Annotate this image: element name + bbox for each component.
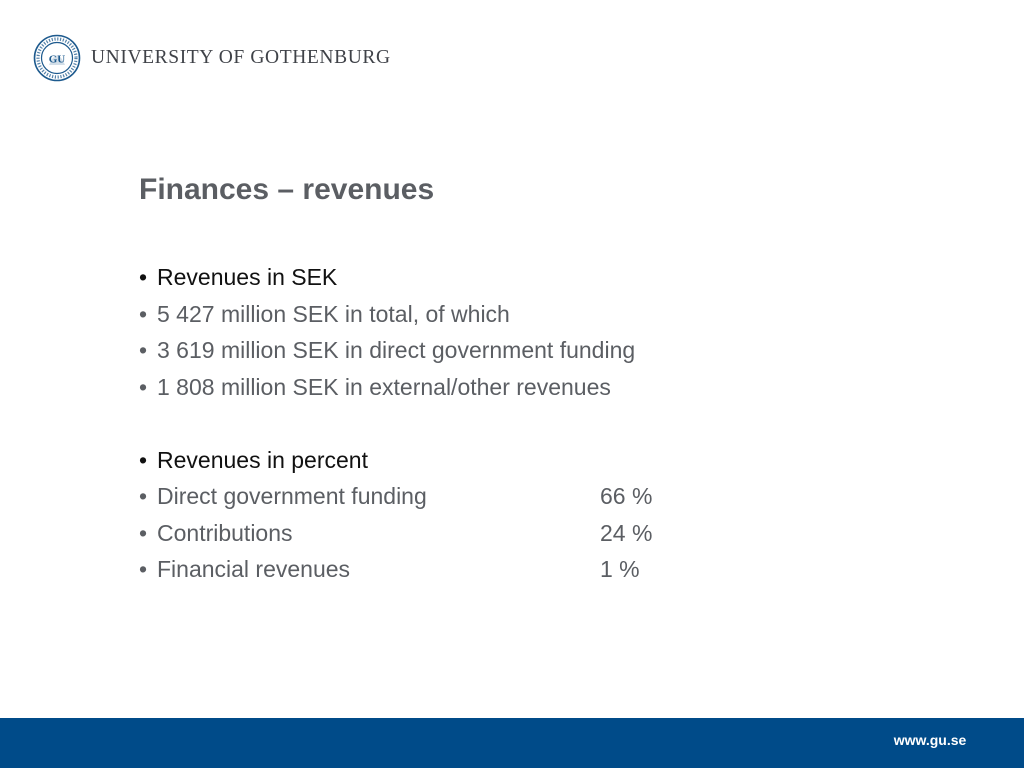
bullet-text: Revenues in percent: [157, 446, 368, 473]
header: [33, 32, 391, 84]
bullet-dot: •: [139, 556, 148, 582]
slide-title: Finances – revenues: [139, 173, 435, 206]
bullet-dot: •: [139, 337, 148, 363]
bullet-percent-item: [139, 519, 652, 556]
bullet-dot: •: [139, 519, 148, 546]
bullet-text: Revenues in SEK: [157, 264, 338, 290]
bullet-percent-item: [139, 482, 652, 519]
bullet-dot: •: [139, 446, 148, 473]
percent-label: Direct government funding: [157, 483, 427, 509]
university-seal-icon: [33, 34, 81, 82]
bullet-dot: •: [139, 483, 148, 509]
bullet-sek-heading: [139, 263, 652, 300]
percent-label: Financial revenues: [157, 556, 351, 582]
bullet-percent-heading: [139, 446, 652, 483]
seal-monogram: GU: [48, 53, 66, 66]
bullet-dot: •: [139, 373, 148, 400]
bullet-list: [139, 263, 652, 592]
website-link[interactable]: www.gu.se: [893, 732, 967, 748]
percent-label: Contributions: [157, 519, 293, 546]
percent-value: 24 %: [600, 519, 653, 546]
bullet-text: 1 808 million SEK in external/other revenues: [157, 373, 611, 400]
university-name: UNIVERSITY OF GOTHENBURG: [91, 47, 391, 68]
bullet-percent-item: [139, 555, 652, 592]
bullet-dot: •: [139, 300, 148, 327]
bullet-text: 5 427 million SEK in total, of which: [157, 300, 510, 327]
bullet-sek-item: [139, 300, 652, 337]
percent-value: 1 %: [600, 556, 640, 582]
bullet-sek-item: [139, 336, 652, 373]
percent-value: 66 %: [600, 483, 653, 509]
bullet-sek-item: [139, 373, 652, 410]
bullet-dot: •: [139, 264, 148, 290]
bullet-text: 3 619 million SEK in direct government funding: [157, 337, 636, 363]
footer-bar: [0, 718, 1024, 768]
